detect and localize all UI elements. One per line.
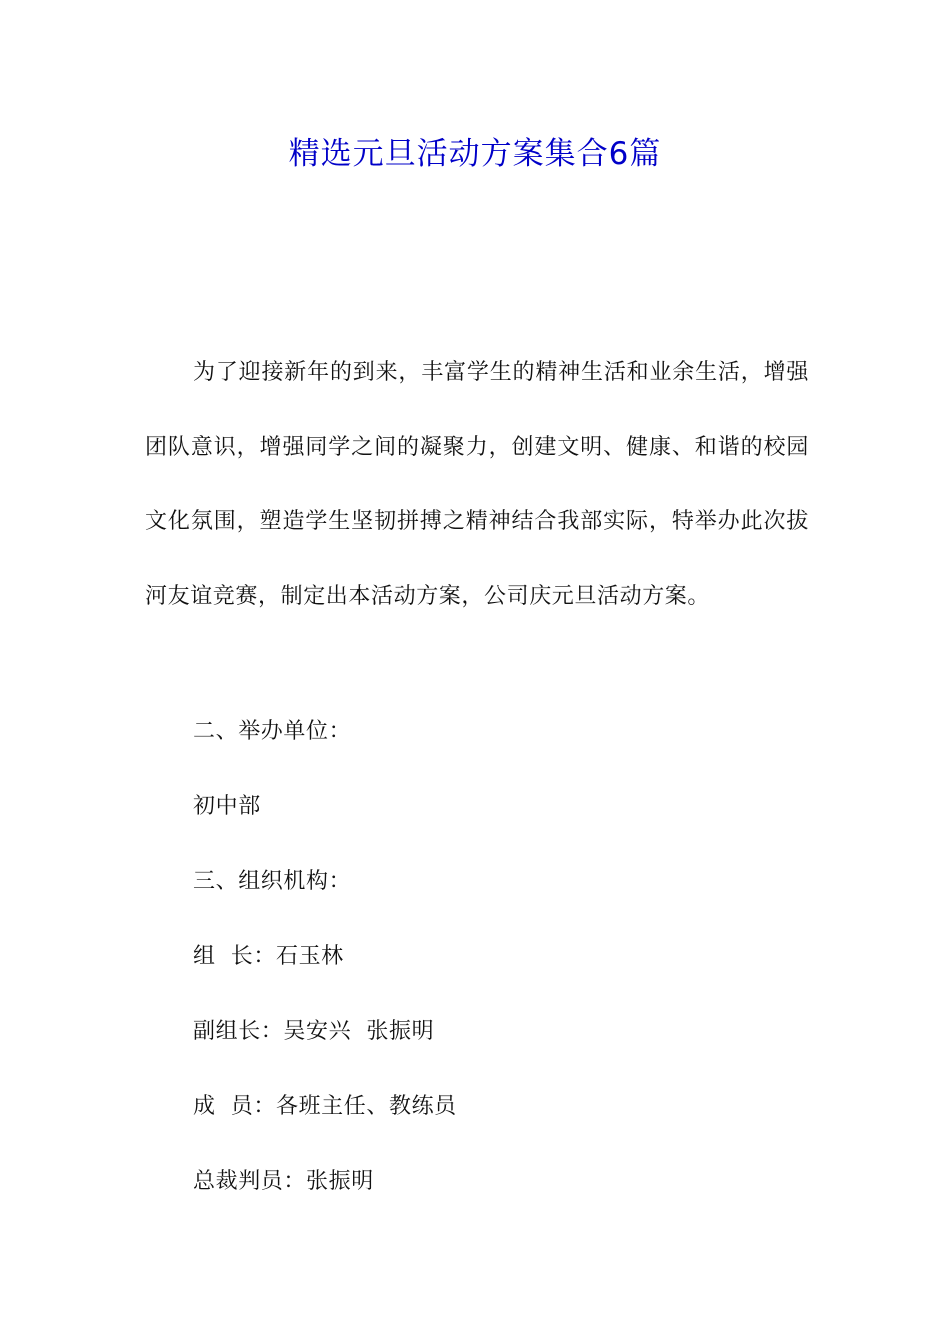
section-organizer-heading: 二、举办单位： [193, 719, 352, 744]
leader-line: 组 长：石玉林 [193, 944, 344, 969]
organizer-value: 初中部 [193, 794, 261, 819]
intro-paragraph: 为了迎接新年的到来，丰富学生的精神生活和业余生活，增强团队意识，增强同学之间的凝聚力，创建文明、健康、和谐的校园文化氛围，塑造学生坚韧拼搏之精神结合我部实际，特举办此次拔河友谊竞赛，制定出本活动方案，公司庆元旦活动方案。 [145, 360, 809, 609]
document-title: 精选元旦活动方案集合6篇 [288, 136, 662, 172]
members-line: 成 员：各班主任、教练员 [193, 1094, 457, 1119]
chief-referee-line: 总裁判员：张振明 [193, 1169, 374, 1194]
section-organization-heading: 三、组织机构： [193, 869, 352, 894]
deputy-leader-line: 副组长：吴安兴 张振明 [193, 1019, 435, 1044]
